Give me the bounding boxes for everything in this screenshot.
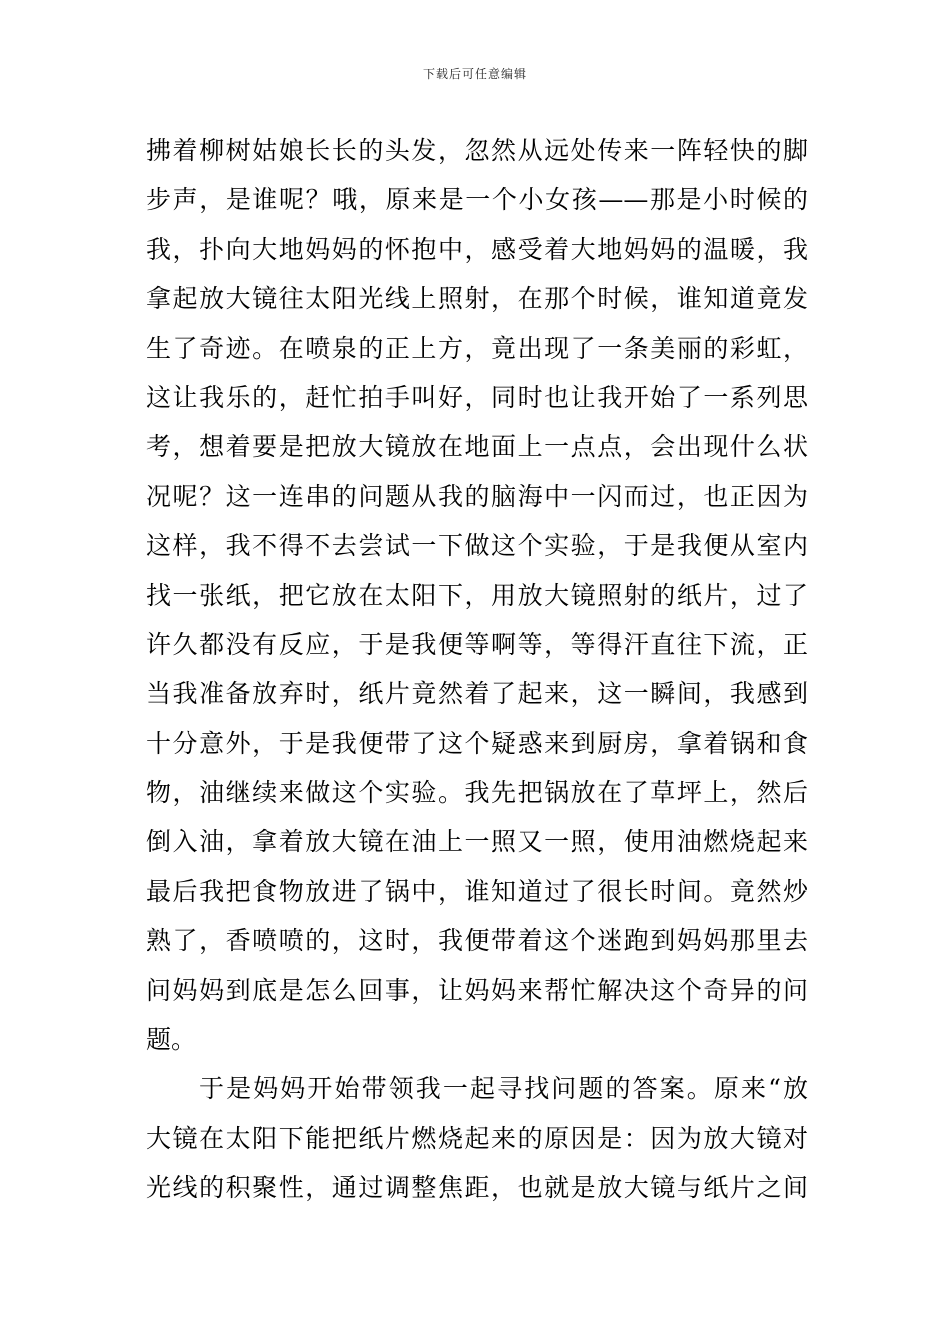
text-line: 题。: [146, 1025, 197, 1055]
text-line: 大镜在太阳下能把纸片燃烧起来的原因是：因为放大镜对: [146, 1123, 808, 1153]
paragraph-2: [146, 1064, 808, 1212]
text-line: 问妈妈到底是怎么回事，让妈妈来帮忙解决这个奇异的问: [146, 975, 808, 1005]
text-line: 拿起放大镜往太阳光线上照射，在那个时候，谁知道竟发: [146, 284, 808, 314]
text-line: 当我准备放弃时，纸片竟然着了起来，这一瞬间，我感到: [146, 679, 808, 709]
text-line: 许久都没有反应，于是我便等啊等，等得汗直往下流，正: [146, 629, 808, 659]
text-line: 最后我把食物放进了锅中，谁知道过了很长时间。竟然炒: [146, 876, 808, 906]
paragraph-1: [146, 126, 808, 1064]
text-line: 倒入油，拿着放大镜在油上一照又一照，使用油燃烧起来: [146, 827, 808, 857]
text-line: 找一张纸，把它放在太阳下，用放大镜照射的纸片，过了: [146, 580, 808, 610]
text-line: 拂着柳树姑娘长长的头发，忽然从远处传来一阵轻快的脚: [146, 136, 808, 165]
text-line: 考，想着要是把放大镜放在地面上一点点，会出现什么状: [146, 432, 808, 462]
text-line: 这样，我不得不去尝试一下做这个实验，于是我便从室内: [146, 531, 808, 561]
text-line: 况呢？这一连串的问题从我的脑海中一闪而过，也正因为: [146, 481, 808, 511]
text-line: 光线的积聚性，通过调整焦距，也就是放大镜与纸片之间: [146, 1173, 808, 1203]
text-line: 物，油继续来做这个实验。我先把锅放在了草坪上，然后: [146, 778, 808, 808]
text-line: 生了奇迹。在喷泉的正上方，竟出现了一条美丽的彩虹，: [146, 333, 808, 363]
text-line: 我，扑向大地妈妈的怀抱中，感受着大地妈妈的温暖，我: [146, 234, 808, 264]
page-header: 下载后可任意编辑: [422, 67, 527, 81]
text-line: 熟了，香喷喷的，这时，我便带着这个迷跑到妈妈那里去: [146, 926, 808, 956]
text-line: 十分意外，于是我便带了这个疑惑来到厨房，拿着锅和食: [146, 728, 808, 758]
document-body: [146, 126, 808, 1213]
text-line: 步声，是谁呢？哦，原来是一个小女孩——那是小时候的: [146, 185, 808, 215]
text-line: 这让我乐的，赶忙拍手叫好，同时也让我开始了一系列思: [146, 382, 808, 412]
text-line: 于是妈妈开始带领我一起寻找问题的答案。原来“放: [199, 1074, 808, 1104]
